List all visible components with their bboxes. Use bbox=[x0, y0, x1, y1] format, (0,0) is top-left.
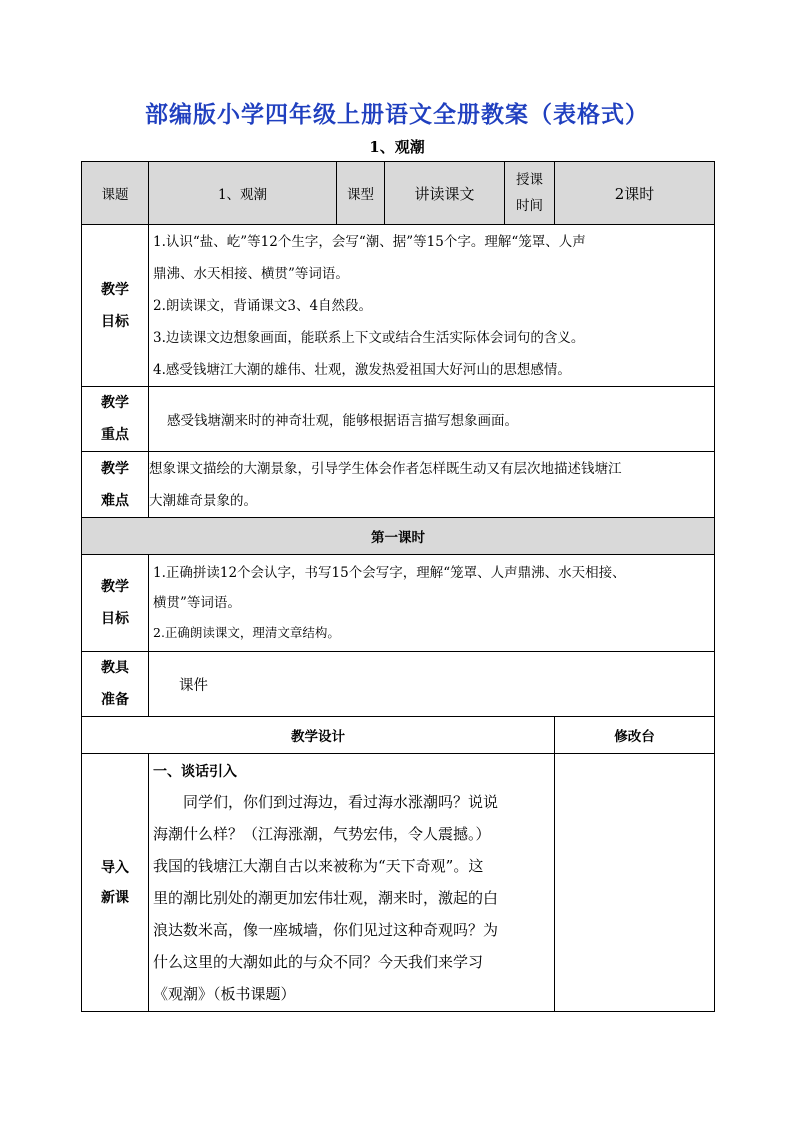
key-points-label bbox=[82, 387, 149, 452]
period-objectives-row bbox=[82, 555, 715, 652]
intro-line: 里的潮比别处的潮更加宏伟壮观，潮来时，激起的白 bbox=[153, 889, 499, 907]
type-value: 讲读课文 bbox=[385, 162, 505, 225]
period-objectives-label bbox=[82, 555, 149, 652]
intro-line: 浪达数米高，像一座城墙，你们见过这种奇观吗？为 bbox=[153, 921, 499, 939]
objectives-content bbox=[149, 225, 715, 387]
objectives-label bbox=[82, 225, 149, 387]
type-label: 课型 bbox=[337, 162, 385, 225]
difficulties-row bbox=[82, 452, 715, 518]
objective-line: 4.感受钱塘江大潮的雄伟、壮观，激发热爱祖国大好河山的思想感情。 bbox=[153, 361, 571, 378]
intro-content bbox=[149, 754, 555, 1012]
period-objectives-content bbox=[149, 555, 715, 652]
objectives-label-line-2: 目标 bbox=[101, 313, 129, 330]
first-period-title: 第一课时 bbox=[82, 518, 715, 555]
difficulties-label-line-2: 难点 bbox=[101, 492, 129, 509]
time-label-line-1: 授课 bbox=[516, 172, 543, 188]
topic-value: 1、观潮 bbox=[149, 162, 337, 225]
time-value: 2课时 bbox=[555, 162, 715, 225]
key-points-label-line-2: 重点 bbox=[101, 427, 129, 443]
difficulties-label bbox=[82, 452, 149, 518]
period-objective-line: 1.正确拼读12个会认字，书写15个会写字，理解“笼罩、人声鼎沸、水天相接、 bbox=[153, 565, 626, 581]
objective-line: 1.认识“盐、屹”等12个生字，会写“潮、据”等15个字。理解“笼罩、人声 bbox=[153, 233, 586, 250]
intro-label bbox=[82, 754, 149, 1012]
intro-line: 《观潮》（板书课题） bbox=[153, 985, 296, 1003]
topic-label: 课题 bbox=[82, 162, 149, 225]
objectives-row bbox=[82, 225, 715, 387]
intro-row bbox=[82, 754, 715, 1012]
first-period-row bbox=[82, 518, 715, 555]
intro-label-line-2: 新课 bbox=[101, 889, 129, 906]
period-objective-line: 横贯”等词语。 bbox=[153, 595, 241, 611]
tools-row bbox=[82, 652, 715, 717]
period-objectives-label-line-1: 教学 bbox=[101, 579, 129, 595]
difficulty-line: 想象课文描绘的大潮景象，引导学生体会作者怎样既生动又有层次地描述钱塘江 bbox=[149, 460, 622, 477]
revise-header: 修改台 bbox=[555, 717, 715, 754]
tools-label bbox=[82, 652, 149, 717]
revise-cell[interactable] bbox=[555, 754, 715, 1012]
intro-line: 什么这里的大潮如此的与众不同？今天我们来学习 bbox=[153, 953, 484, 971]
objective-line: 3.边读课文边想象画面，能联系上下文或结合生活实际体会词句的含义。 bbox=[153, 329, 585, 346]
difficulties-label-line-1: 教学 bbox=[101, 460, 129, 477]
period-objective-line: 2.正确朗读课文，理清文章结构。 bbox=[153, 625, 340, 640]
tools-content: 课件 bbox=[149, 652, 715, 717]
lesson-plan-table bbox=[81, 161, 715, 1012]
time-label bbox=[505, 162, 555, 225]
objective-line: 鼎沸、水天相接、横贯”等词语。 bbox=[153, 265, 349, 282]
difficulty-line: 大潮雄奇景象的。 bbox=[149, 492, 257, 509]
intro-line: 同学们，你们到过海边，看过海水涨潮吗？说说 bbox=[183, 793, 499, 811]
intro-line: 海潮什么样？（江海涨潮，气势宏伟，令人震撼。） bbox=[153, 825, 491, 843]
intro-heading: 一、谈话引入 bbox=[153, 764, 237, 780]
design-header: 教学设计 bbox=[82, 717, 555, 754]
key-points-label-line-1: 教学 bbox=[101, 395, 129, 411]
difficulties-content bbox=[149, 452, 715, 518]
objective-line: 2.朗读课文，背诵课文3、4自然段。 bbox=[153, 297, 373, 314]
tools-label-line-2: 准备 bbox=[101, 692, 129, 708]
time-label-line-2: 时间 bbox=[516, 198, 543, 214]
design-header-row bbox=[82, 717, 715, 754]
key-points-row bbox=[82, 387, 715, 452]
period-objectives-label-line-2: 目标 bbox=[101, 611, 129, 627]
intro-label-line-1: 导入 bbox=[101, 859, 129, 876]
objectives-label-line-1: 教学 bbox=[101, 281, 129, 298]
document-title: 部编版小学四年级上册语文全册教案（表格式） bbox=[145, 102, 649, 128]
tools-label-line-1: 教具 bbox=[101, 660, 129, 676]
key-points-content: 感受钱塘潮来时的神奇壮观，能够根据语言描写想象画面。 bbox=[149, 387, 715, 452]
lesson-title: 1、观潮 bbox=[369, 138, 425, 156]
intro-line: 我国的钱塘江大潮自古以来被称为“天下奇观”。这 bbox=[153, 857, 484, 875]
header-row bbox=[82, 162, 715, 225]
